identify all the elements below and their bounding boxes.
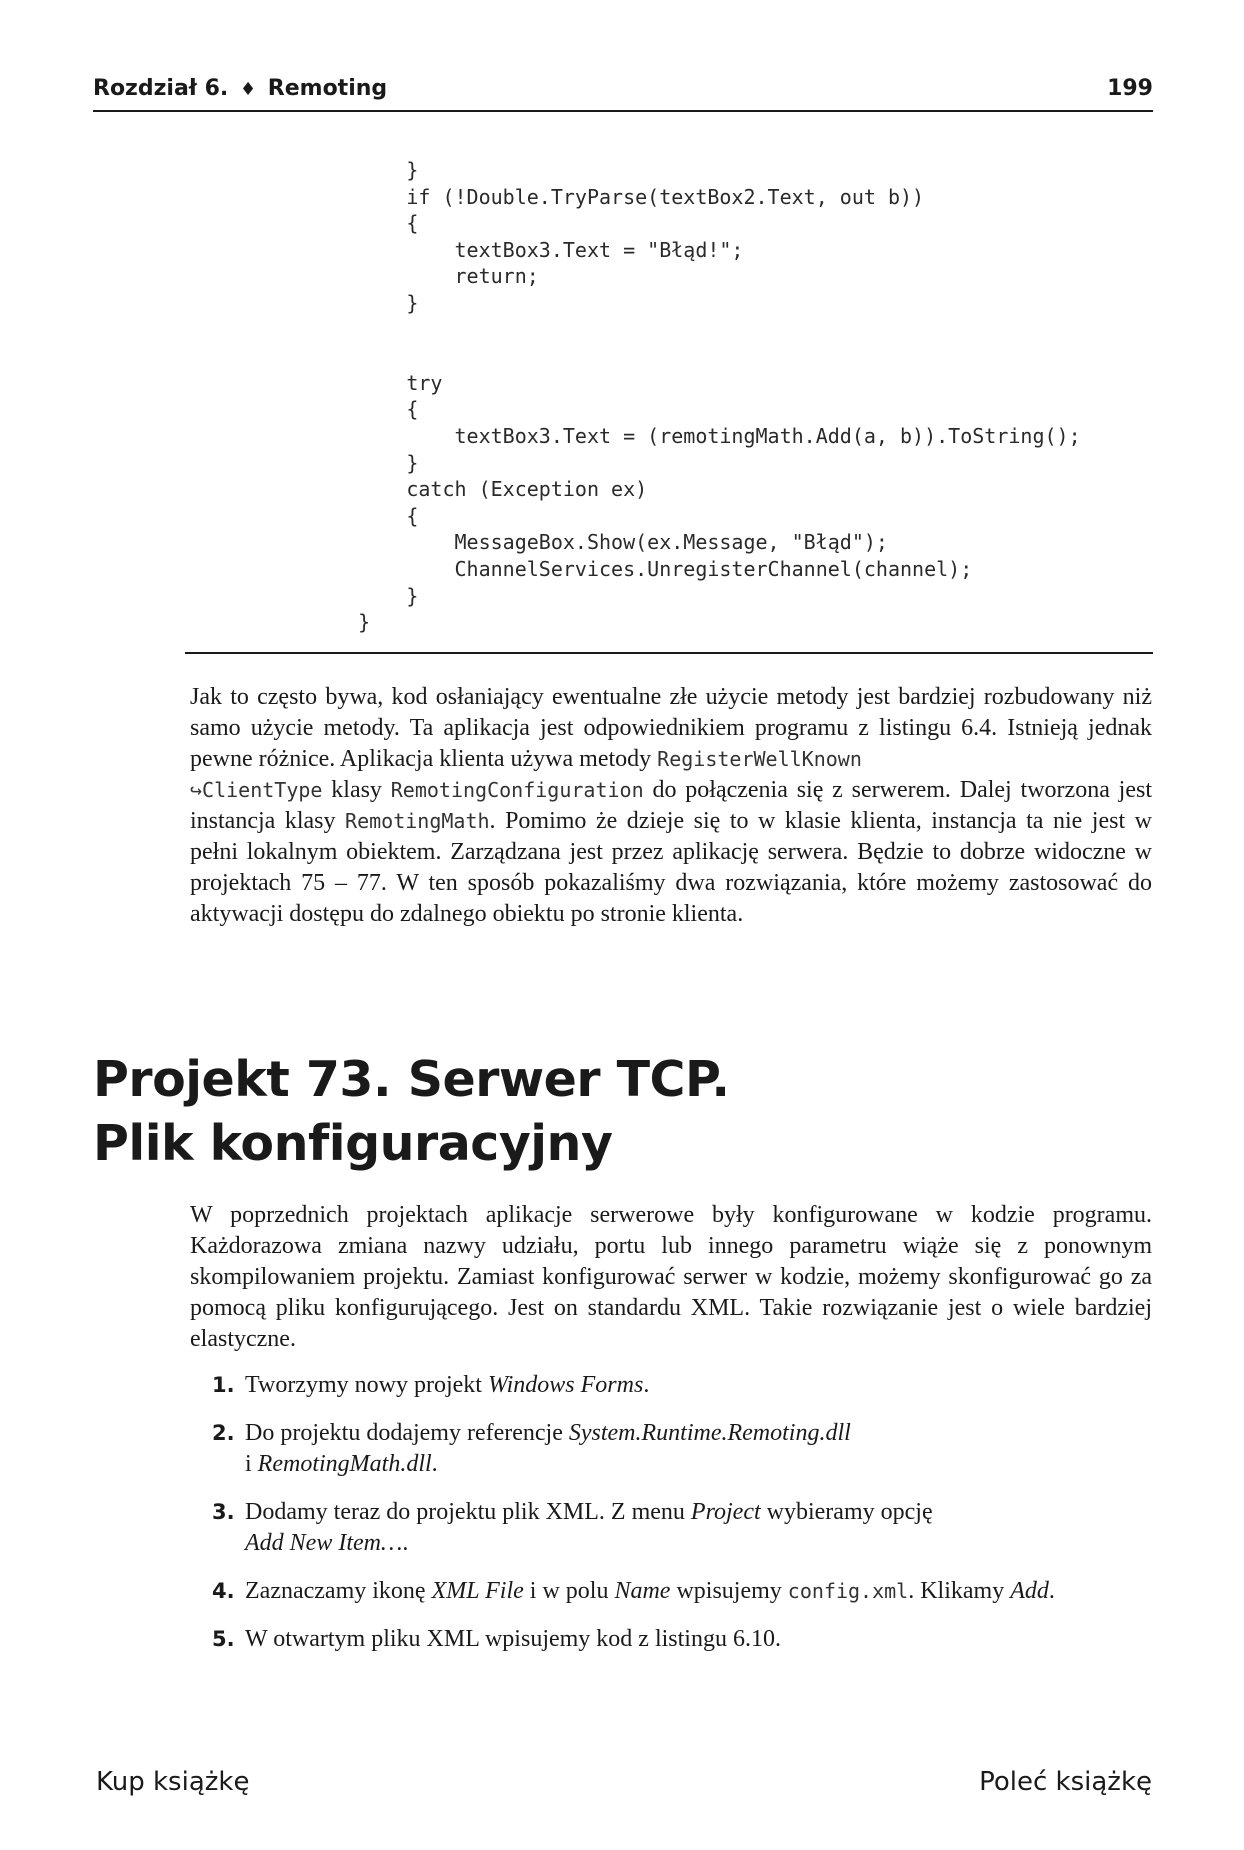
code-line: try <box>310 370 443 395</box>
code-line: } <box>310 158 419 182</box>
code-line: textBox3.Text = "Błąd!"; <box>310 237 744 262</box>
text-run: Tworzymy nowy projekt <box>245 1372 488 1398</box>
code-line: { <box>310 397 419 422</box>
running-header-title <box>93 76 387 101</box>
code-line: } <box>310 583 419 608</box>
code-line: if (!Double.TryParse(textBox2.Text, out b)) <box>310 184 925 209</box>
text-run: i w polu <box>523 1578 615 1604</box>
section-label: Remoting <box>267 76 388 101</box>
code-line: ChannelServices.UnregisterChannel(channel); <box>310 556 973 581</box>
text-run: . Klikamy <box>908 1578 1011 1604</box>
text-run: . <box>643 1372 650 1398</box>
list-item <box>212 1624 1142 1655</box>
code-identifier: RemotingConfiguration <box>390 778 644 802</box>
italic-term: Add New Item… <box>245 1530 403 1556</box>
chapter-label: Rozdział 6. <box>93 76 229 101</box>
code-line: MessageBox.Show(ex.Message, "Błąd"); <box>310 530 888 555</box>
list-item <box>212 1497 1142 1559</box>
italic-term: RemotingMath.dll <box>257 1451 432 1477</box>
list-number: 4. <box>212 1579 235 1603</box>
code-line: textBox3.Text = (remotingMath.Add(a, b)).ToString(); <box>310 423 1081 448</box>
page-number: 199 <box>1107 76 1153 101</box>
text-run: W otwartym pliku XML wpisujemy kod z listingu 6.10. <box>245 1626 781 1652</box>
text-run: wpisujemy <box>670 1578 788 1604</box>
list-number: 2. <box>212 1421 235 1445</box>
text-run: . <box>1048 1578 1055 1604</box>
code-line: return; <box>310 264 539 289</box>
text-run: Zaznaczamy ikonę <box>245 1578 432 1604</box>
text-run: do połączenia się z serwerem. Dalej tworzona jest instancja klasy <box>190 777 1152 834</box>
code-identifier: RegisterWellKnown <box>657 747 862 771</box>
list-item <box>212 1370 1142 1401</box>
diamond-separator-icon: ♦ <box>239 79 257 100</box>
heading-line: Plik konfiguracyjny <box>93 1115 613 1172</box>
code-line: } <box>310 290 419 315</box>
code-line: { <box>310 503 419 528</box>
italic-term: Add <box>1010 1578 1049 1604</box>
code-line: } <box>310 610 371 635</box>
body-paragraph <box>190 682 1152 930</box>
text-run: klasy <box>322 777 391 803</box>
code-identifier: RemotingMath <box>345 809 490 833</box>
list-item <box>212 1418 1142 1480</box>
list-number: 3. <box>212 1500 235 1524</box>
code-identifier: config.xml <box>787 1579 909 1603</box>
body-paragraph: W poprzednich projektach aplikacje serwerowe były konfigurowane w kodzie programu. Każdorazowa zmiana nazwy udziału, portu lub innego parametru wiąże się z ponownym skompilowaniem projektu. Zamiast konfigurować serwer w kodzie, możemy skonfigurować go za pomocą pliku konfigurującego. Jest on standardu XML. Takie rozwiązanie jest o wiele bardziej elastyczne. <box>190 1202 1152 1352</box>
buy-book-link[interactable]: Kup książkę <box>96 1767 250 1797</box>
text-run: . <box>431 1451 438 1477</box>
text-run: . <box>402 1530 409 1556</box>
italic-term: XML File <box>431 1578 524 1604</box>
text-run: Do projektu dodajemy referencje <box>245 1420 569 1446</box>
list-item <box>212 1576 1142 1607</box>
italic-term: Windows Forms <box>487 1372 644 1398</box>
text-run: i <box>245 1451 258 1477</box>
list-number: 1. <box>212 1373 235 1397</box>
running-header <box>93 74 1153 112</box>
italic-term: Project <box>690 1499 761 1525</box>
code-listing-divider <box>185 652 1153 654</box>
italic-term: Name <box>614 1578 671 1604</box>
italic-term: System.Runtime.Remoting.dll <box>568 1420 851 1446</box>
text-run: wybieramy opcję <box>760 1499 933 1525</box>
code-line: { <box>310 211 419 236</box>
steps-list <box>212 1370 1142 1672</box>
code-line: } <box>310 450 419 475</box>
section-heading <box>93 1048 730 1176</box>
code-listing <box>310 157 1081 636</box>
text-run: . Pomimo że dzieje się to w klasie klienta, instancja ta nie jest w pełni lokalnym obiektem. Zarządzana jest przez aplikację serwera. Będzie to dobrze widoczne w projektach 75 – 77. W ten sposób pokazaliśmy dwa rozwiązania, które możemy zastosować do aktywacji dostępu do zdalnego obiektu po stronie klienta. <box>190 808 1153 927</box>
code-identifier: ↪ClientType <box>190 778 323 802</box>
text-run: Jak to często bywa, kod osłaniający ewentualne złe użycie metody jest bardziej rozbudowany niż samo użycie metody. Ta aplikacja jest odpowiednikiem programu z listingu 6.4. Istnieją jednak pewne różnice. Aplikacja klienta używa metody <box>190 684 1152 772</box>
heading-line: Projekt 73. Serwer TCP. <box>93 1051 730 1108</box>
code-line: catch (Exception ex) <box>310 477 648 502</box>
recommend-book-link[interactable]: Poleć książkę <box>979 1767 1152 1797</box>
text-run: Dodamy teraz do projektu plik XML. Z menu <box>245 1499 691 1525</box>
list-number: 5. <box>212 1627 235 1651</box>
